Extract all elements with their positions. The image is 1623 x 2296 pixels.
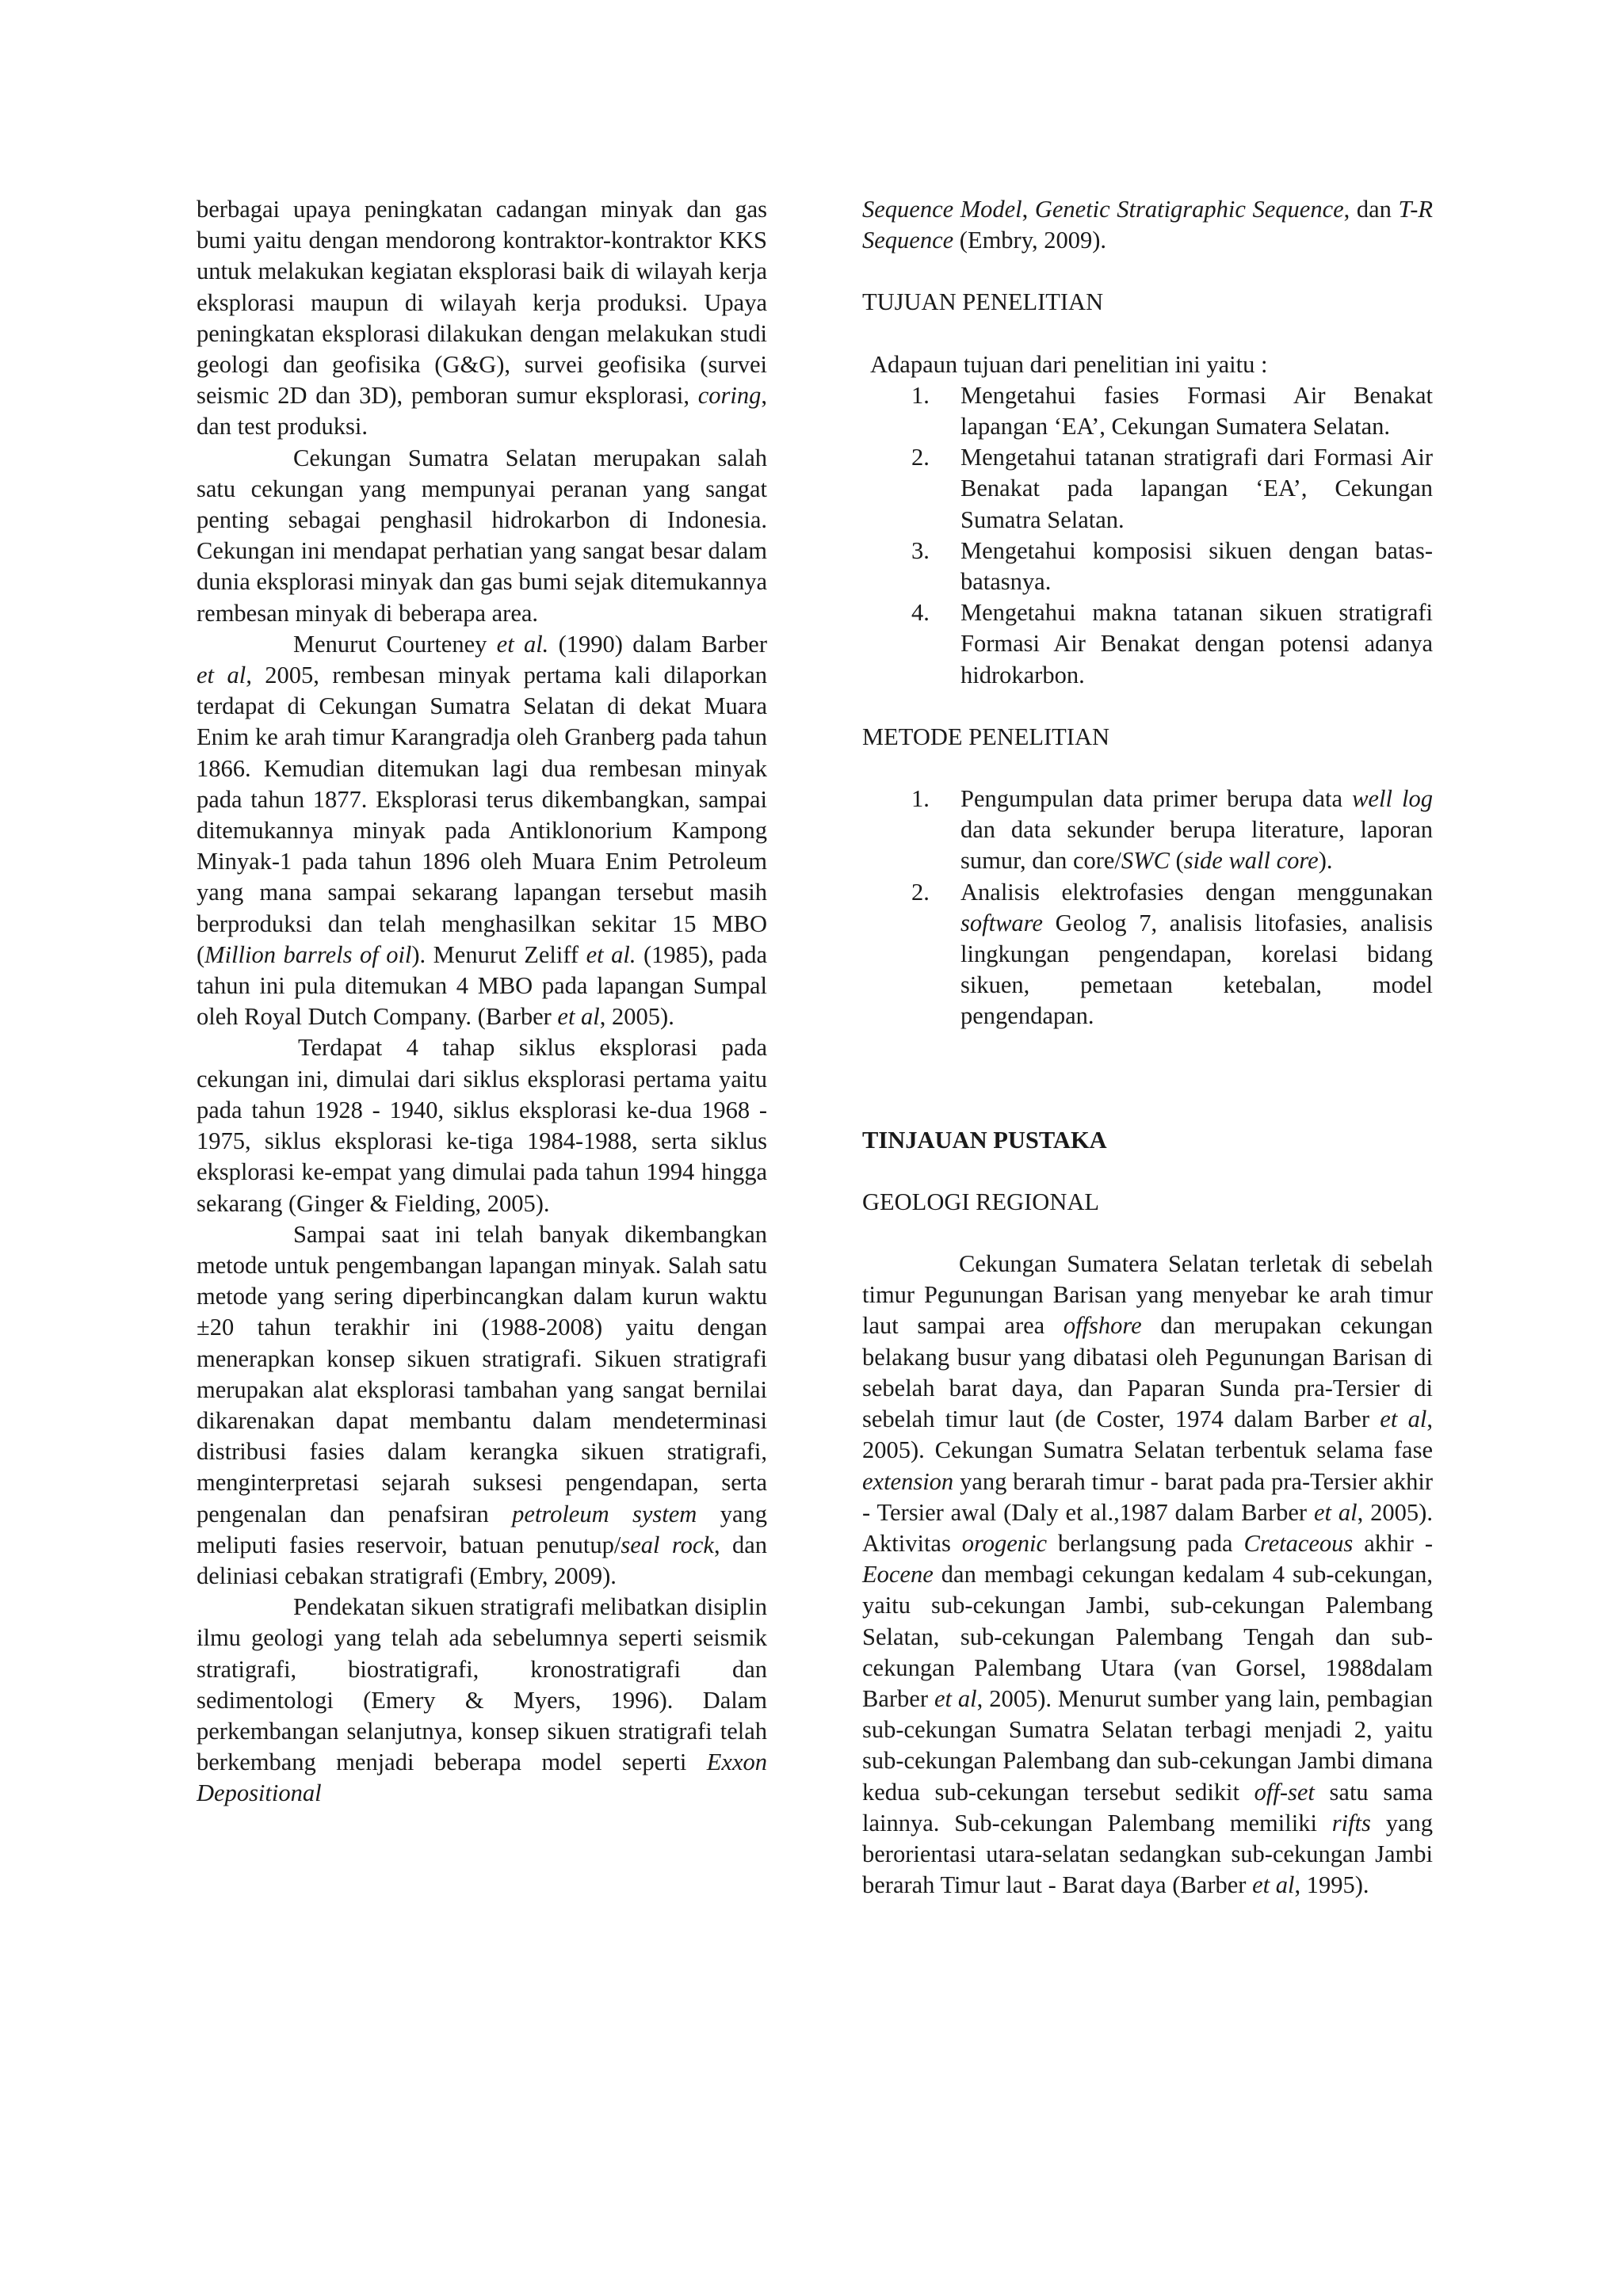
metode-list — [862, 784, 1433, 1032]
right-column — [862, 194, 1433, 1901]
list-item: 3. Mengetahui komposisi sikuen dengan batas-batasnya. — [911, 536, 1433, 596]
heading-tinjauan-pustaka: TINJAUAN PUSTAKA — [862, 1126, 1107, 1154]
paragraph-sikuen-stratigrafi: Sampai saat ini telah banyak dikembangkan metode untuk pengembangan lapangan minyak. Salah satu metode yang sering diperbincangkan dalam kurun waktu ±20 tahun terakhir ini (1988-2008) yaitu dengan menerapkan konsep sikuen stratigrafi. Sikuen stratigrafi merupakan alat eksplorasi tambahan yang sangat bernilai dikarenakan dapat membantu dalam mendeterminasi distribusi fasies dalam kerangka sikuen stratigrafi, menginterpretasi sejarah suksesi pengendapan, serta pengenalan dan penafsiran petroleum system yang meliputi fasies reservoir, batuan penutup/seal rock, dan deliniasi cebakan stratigrafi (Embry, 2009). — [197, 1220, 767, 1589]
paragraph-pendekatan-sikuen: Pendekatan sikuen stratigrafi melibatkan disiplin ilmu geologi yang telah ada sebelumnya seperti seismik stratigrafi, biostratigrafi, kronostratigrafi dan sedimentologi (Emery & Myers, 1996). Dalam perkembangan selanjutnya, konsep sikuen stratigrafi telah berkembang menjadi beberapa model seperti Exxon Depositional — [197, 1593, 767, 1807]
list-item: 2. Mengetahui tatanan stratigrafi dari Formasi Air Benakat pada lapangan ‘EA’, Cekungan Sumatra Selatan. — [911, 444, 1433, 533]
heading-tujuan-penelitian: TUJUAN PENELITIAN — [862, 288, 1104, 316]
list-item: 1. Mengetahui fasies Formasi Air Benakat lapangan ‘EA’, Cekungan Sumatera Selatan. — [911, 381, 1433, 441]
paragraph-upaya-eksplorasi: berbagai upaya peningkatan cadangan minyak dan gas bumi yaitu dengan mendorong kontraktor-kontraktor KKS untuk melakukan kegiatan eksplorasi baik di wilayah kerja eksplorasi maupun di wilayah kerja produksi. Upaya peningkatan eksplorasi dilakukan dengan melakukan studi geologi dan geofisika (G&G), survei geofisika (survei seismic 2D dan 3D), pemboran sumur eksplorasi, coring, dan test produksi. — [197, 196, 767, 441]
list-item: 1. Pengumpulan data primer berupa data well log dan data sekunder berupa literature, laporan sumur, dan core/SWC (side wall core). — [911, 785, 1433, 875]
list-item: 2. Analisis elektrofasies dengan menggunakan software Geolog 7, analisis litofasies, analisis lingkungan pengendapan, korelasi bidang sikuen, pemetaan ketebalan, model pengendapan. — [911, 878, 1433, 1030]
left-column — [197, 194, 767, 1810]
heading-metode-penelitian: METODE PENELITIAN — [862, 723, 1110, 750]
list-item: 4. Mengetahui makna tatanan sikuen stratigrafi Formasi Air Benakat dengan potensi adanya hidrokarbon. — [911, 599, 1433, 688]
tujuan-intro: Adapaun tujuan dari penelitian ini yaitu : — [870, 350, 1268, 378]
paragraph-cekungan-sumatra-selatan: Cekungan Sumatra Selatan merupakan salah satu cekungan yang mempunyai peranan yang sangat penting sebagai penghasil hidrokarbon di Indonesia. Cekungan ini mendapat perhatian yang sangat besar dalam dunia eksplorasi minyak dan gas bumi sejak ditemukannya rembesan minyak di beberapa area. — [197, 444, 767, 627]
heading-geologi-regional: GEOLOGI REGIONAL — [862, 1188, 1100, 1215]
paragraph-geologi-regional: Cekungan Sumatera Selatan terletak di sebelah timur Pegunungan Barisan yang menyebar ke arah timur laut sampai area offshore dan merupakan cekungan belakang busur yang dibatasi oleh Pegunungan Barisan di sebelah barat daya, dan Paparan Sunda pra-Tersier di sebelah timur laut (de Coster, 1974 dalam Barber et al, 2005). Cekungan Sumatra Selatan terbentuk selama fase extension yang berarah timur - barat pada pra-Tersier akhir - Tersier awal (Daly et al.,1987 dalam Barber et al, 2005). Aktivitas orogenic berlangsung pada Cretaceous akhir - Eocene dan membagi cekungan kedalam 4 sub-cekungan, yaitu sub-cekungan Jambi, sub-cekungan Palembang Selatan, sub-cekungan Palembang Tengah dan sub-cekungan Palembang Utara (van Gorsel, 1988dalam Barber et al, 2005). Menurut sumber yang lain, pembagian sub-cekungan Sumatra Selatan terbagi menjadi 2, yaitu sub-cekungan Palembang dan sub-cekungan Jambi dimana kedua sub-cekungan tersebut sedikit off-set satu sama lainnya. Sub-cekungan Palembang memiliki rifts yang berorientasi utara-selatan sedangkan sub-cekungan Jambi berarah Timur laut - Barat daya (Barber et al, 1995). — [862, 1250, 1433, 1899]
paragraph-siklus-eksplorasi: Terdapat 4 tahap siklus eksplorasi pada cekungan ini, dimulai dari siklus eksplorasi pertama yaitu pada tahun 1928 - 1940, siklus eksplorasi ke-dua 1968 - 1975, siklus eksplorasi ke-tiga 1984-1988, serta siklus eksplorasi ke-empat yang dimulai pada tahun 1994 hingga sekarang (Ginger & Fielding, 2005). — [197, 1034, 767, 1217]
paragraph-sejarah-rembesan: Menurut Courteney et al. (1990) dalam Barber et al, 2005, rembesan minyak pertama kali dilaporkan terdapat di Cekungan Sumatra Selatan di dekat Muara Enim ke arah timur Karangradja oleh Granberg pada tahun 1866. Kemudian ditemukan lagi dua rembesan minyak pada tahun 1877. Eksplorasi terus dikembangkan, sampai ditemukannya minyak pada Antiklonorium Kampong Minyak-1 pada tahun 1896 oleh Muara Enim Petroleum yang mana sampai sekarang lapangan tersebut masih berproduksi dan telah menghasilkan sekitar 15 MBO (Million barrels of oil). Menurut Zeliff et al. (1985), pada tahun ini pula ditemukan 4 MBO pada lapangan Sumpal oleh Royal Dutch Company. (Barber et al, 2005). — [197, 630, 767, 1031]
paragraph-model-sikuen: Sequence Model, Genetic Stratigraphic Sequence, dan T-R Sequence (Embry, 2009). — [862, 196, 1433, 254]
tujuan-list — [862, 380, 1433, 691]
